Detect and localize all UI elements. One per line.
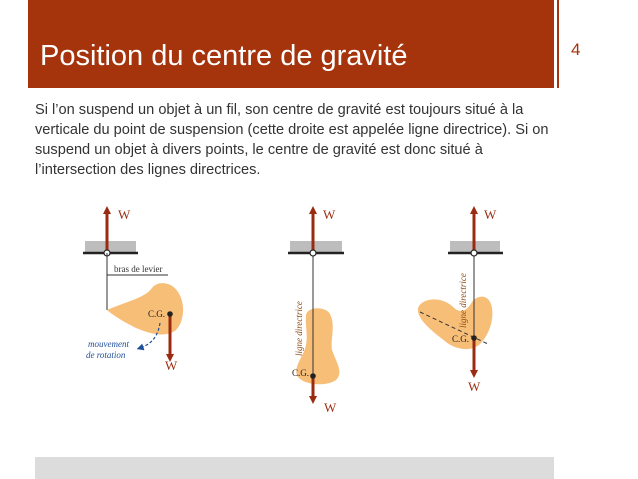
cg-point: [471, 335, 477, 341]
lever-arm-label: bras de levier: [114, 264, 163, 274]
suspension-point: [471, 250, 477, 256]
weight-label-bottom: W: [165, 358, 178, 373]
weight-label-top: W: [323, 207, 336, 222]
page-number: 4: [571, 40, 581, 59]
support-block: [85, 241, 136, 253]
figure-directrice-2: [418, 207, 503, 394]
slide-title: Position du centre de gravité: [40, 40, 408, 72]
body-paragraph: Si l’on suspend un objet à un fil, son centre de gravité est toujours situé à la verticale du point de suspension (cette droite est appelée ligne directrice). Si on suspend un objet à divers points, le centre de gravité est donc situé à l’intersection des lignes directrices.: [35, 102, 549, 178]
figure-lever-arm: [83, 207, 183, 373]
cg-point: [167, 311, 173, 317]
cg-label: C.G.: [292, 368, 310, 378]
rotation-label-line2: de rotation: [86, 350, 126, 360]
directrice-label: ligne directrice: [294, 301, 304, 356]
cg-point: [310, 373, 316, 379]
cg-label: C.G.: [148, 309, 166, 319]
figure-directrice-1: [288, 207, 344, 415]
weight-label-top: W: [118, 207, 131, 222]
weight-label-top: W: [484, 207, 497, 222]
weight-label-bottom: W: [468, 379, 481, 394]
footer-bar: [35, 457, 554, 479]
weight-label-bottom: W: [324, 400, 337, 415]
cg-label: C.G.: [452, 334, 470, 344]
rotation-label-line1: mouvement: [88, 339, 129, 349]
directrice-label: ligne directrice: [458, 273, 468, 328]
suspension-point: [310, 250, 316, 256]
suspended-object: [107, 283, 183, 334]
